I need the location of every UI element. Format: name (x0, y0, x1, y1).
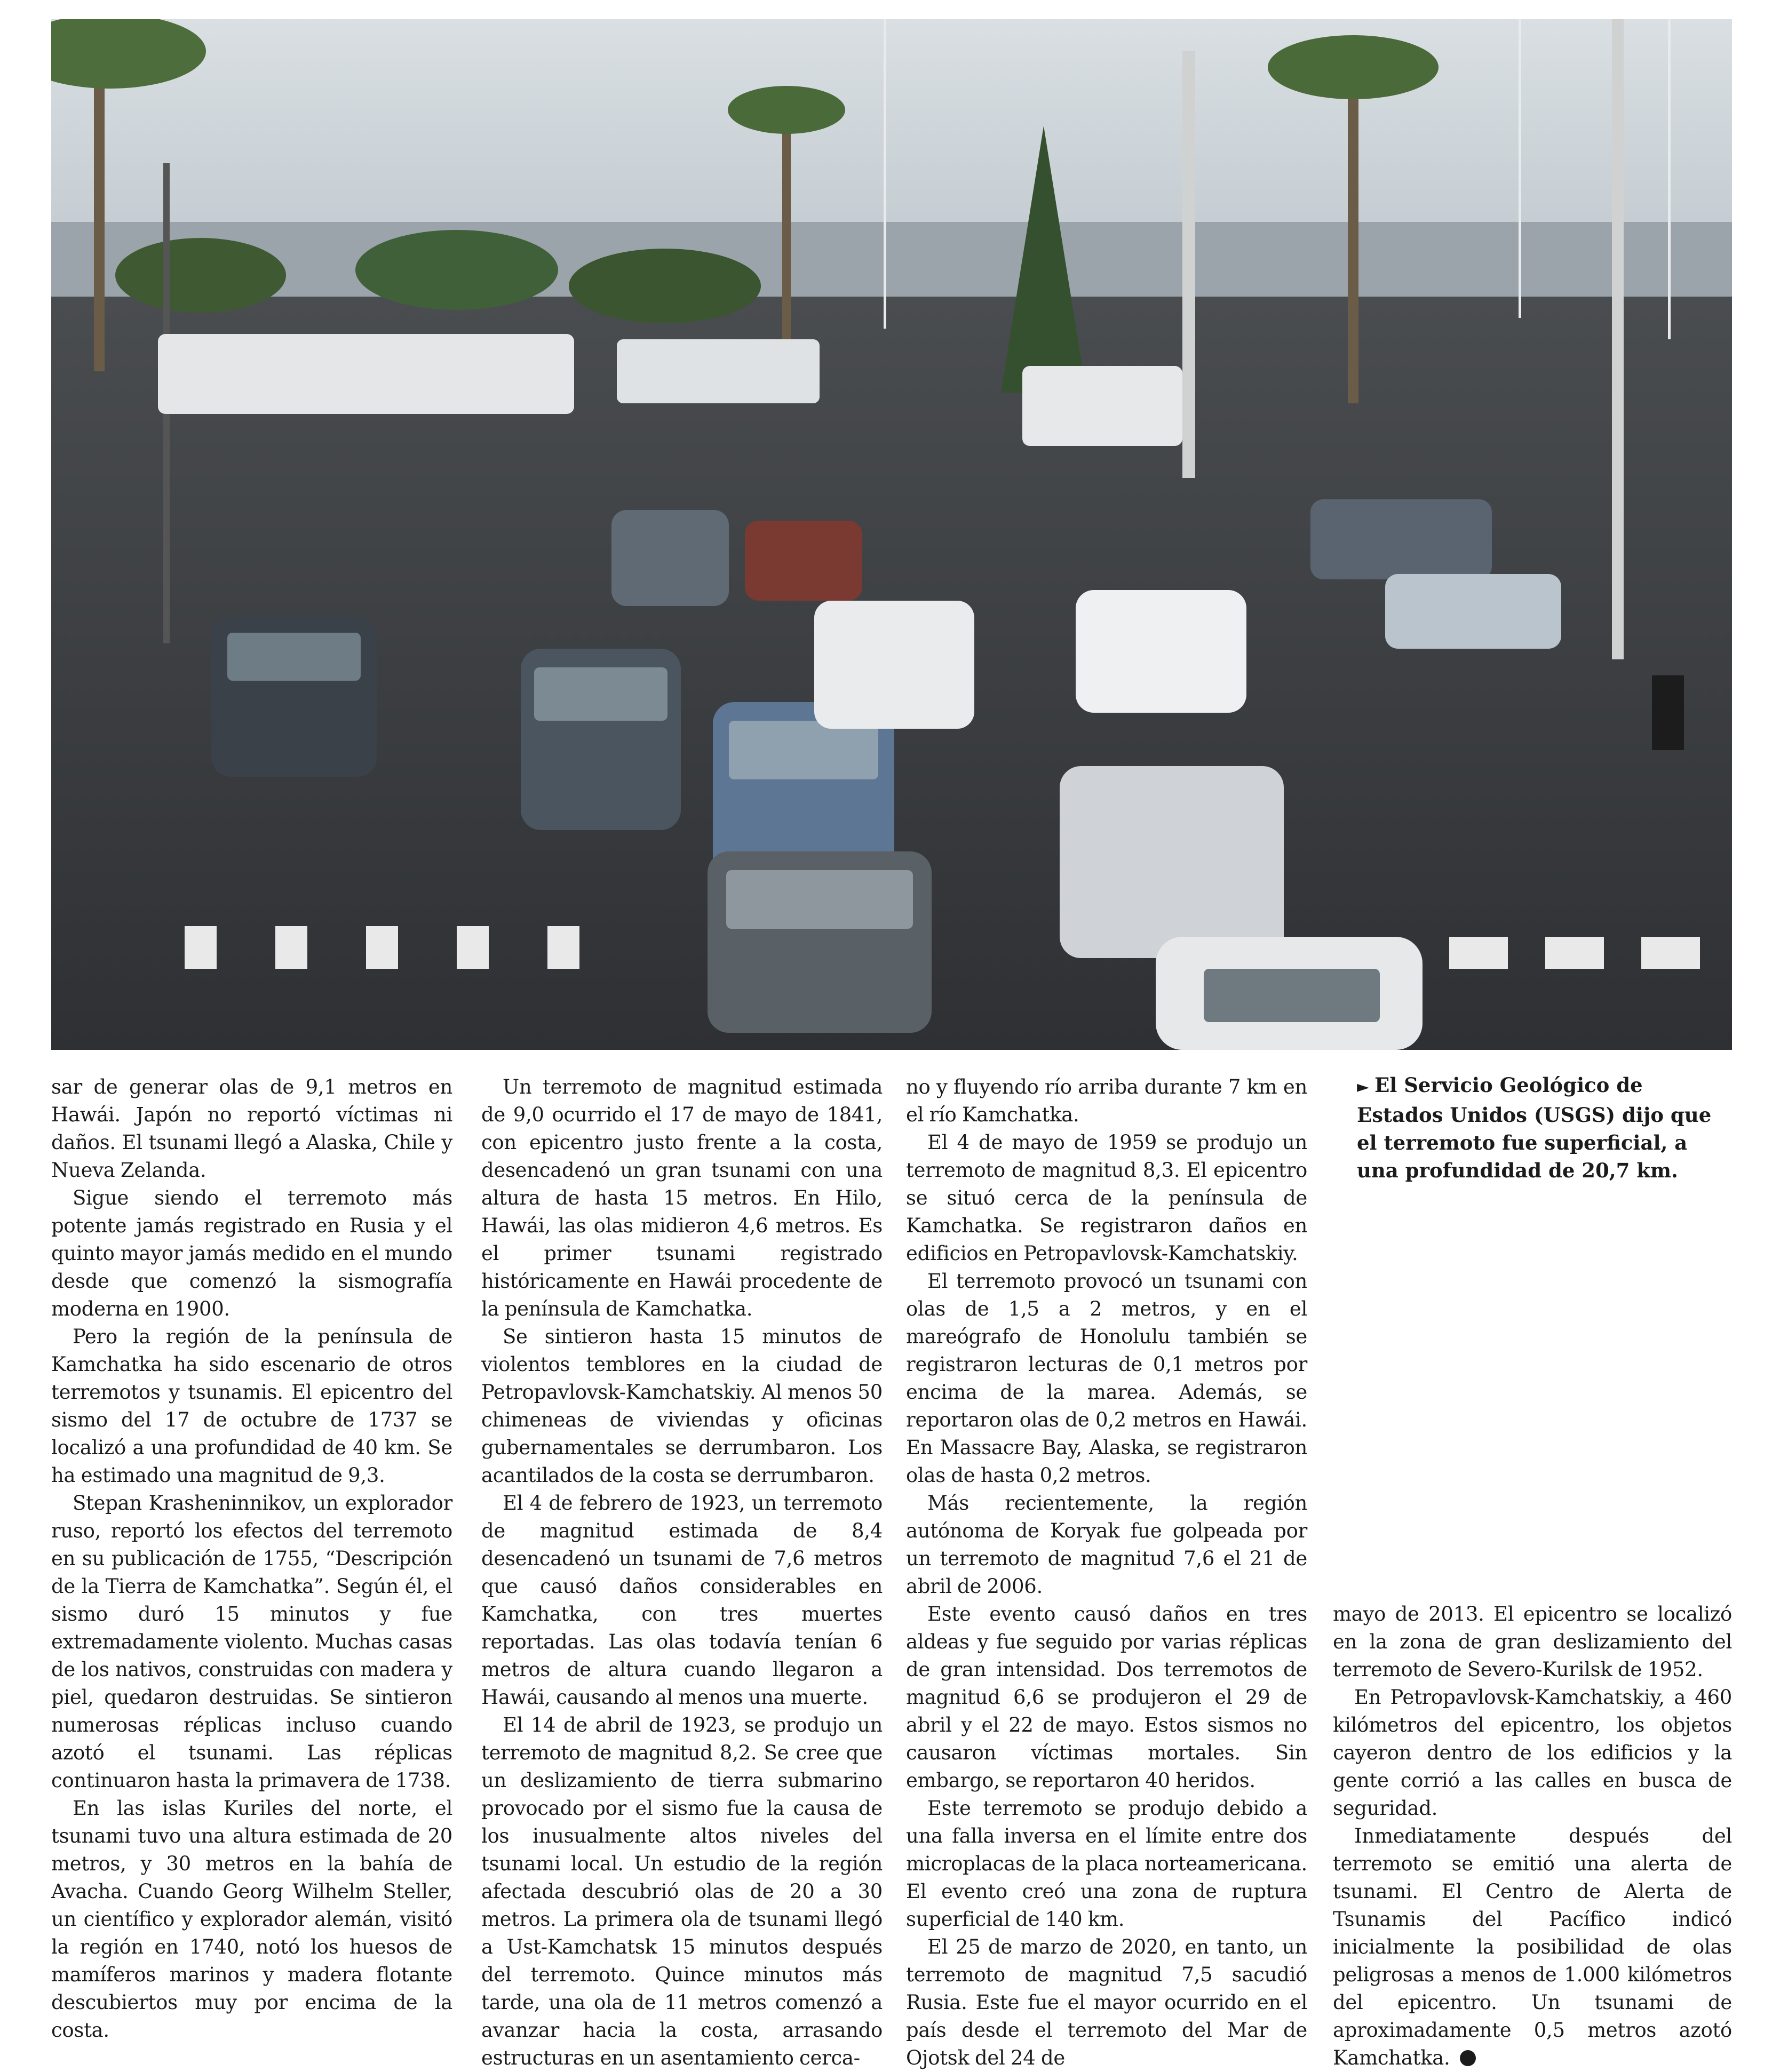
paragraph: El terremoto provocó un tsunami con olas de 1,5 a 2 metros, y en el mareógrafo de Honolulu también se registraron lecturas de 0,1 metros por encima de la marea. Además, se reportaron olas de 0,2 metros en Hawái. En Massacre Bay, Alaska, se registraron olas de hasta 0,2 metros. (906, 1270, 1307, 1487)
paragraph: Stepan Krasheninnikov, un explorador ruso, reportó los efectos del terremoto en su publicación de 1755, “Descripción de la Tierra de Kamchatka”. Según él, el sismo duró 15 minutos y fue extremadamente violento. Muchas casas de los nativos, construidas con madera y piel, quedaron destruidas. Se sintieron numerosas réplicas incluso cuando azotó el tsunami. Las réplicas continuaron hasta la primavera de 1738. (51, 1492, 452, 1792)
caption-arrow-icon: ► (1357, 1078, 1370, 1096)
article-column-4 (1333, 1600, 1732, 2072)
photo-caption (1357, 1071, 1732, 1184)
paragraph: Este terremoto se produjo debido a una falla inversa en el límite entre dos microplacas de la placa norteamericana. El evento creó una zona de ruptura superficial de 140 km. (906, 1797, 1307, 1931)
article-column-2 (481, 1073, 883, 2072)
paragraph: Un terremoto de magnitud estimada de 9,0 ocurrido el 17 de mayo de 1841, con epicentro justo frente a la costa, desencadenó un gran tsunami con una altura de hasta 15 metros. En Hilo, Hawái, las olas midieron 4,6 metros. Es el primer tsunami registrado históricamente en Hawái procedente de la península de Kamchatka. (481, 1075, 883, 1320)
article-column-3 (906, 1073, 1307, 2072)
paragraph: no y fluyendo río arriba durante 7 km en el río Kamchatka. (906, 1075, 1307, 1126)
paragraph-text: Inmediatamente después del terremoto se emitió una alerta de tsunami. El Centro de Alerta de Tsunamis del Pacífico indicó inicialmente la posibilidad de olas peligrosas a menos de 1.000 kilómetros del epicentro. Un tsunami de aproximadamente 0,5 metros azotó Kamchatka. (1333, 1824, 1732, 2069)
paragraph: El 14 de abril de 1923, se produjo un terremoto de magnitud 8,2. Se cree que un deslizamiento de tierra submarino provocado por el sismo fue la causa de los inusualmente altos niveles del tsunami local. Un estudio de la región afectada descubrió olas de 20 a 30 metros. La primera ola de tsunami llegó a Ust-Kamchatsk 15 minutos después del terremoto. Quince minutos más tarde, una ola de 11 metros comenzó a avanzar hacia la costa, arrasando estructuras en un asentamiento cerca- (481, 1714, 883, 2069)
paragraph: mayo de 2013. El epicentro se localizó en la zona de gran deslizamiento del terremoto de Severo-Kurilsk de 1952. (1333, 1603, 1732, 1681)
paragraph: Se sintieron hasta 15 minutos de violentos temblores en la ciudad de Petropavlovsk-Kamchatskiy. Al menos 50 chimeneas de viviendas y oficinas gubernamentales se derrumbaron. Los acantilados de la costa se derrumbaron. (481, 1325, 883, 1487)
paragraph: En Petropavlovsk-Kamchatskiy, a 460 kilómetros del epicentro, los objetos cayeron dentro de los edificios y la gente corrió a las calles en busca de seguridad. (1333, 1686, 1732, 1820)
caption-text: El Servicio Geológico de Estados Unidos (USGS) dijo que el terremoto fue superficial, a una profundidad de 20,7 km. (1357, 1073, 1712, 1182)
paragraph: Este evento causó daños en tres aldeas y fue seguido por varias réplicas de gran intensidad. Dos terremotos de magnitud 6,6 se produjeron el 29 de abril y el 22 de mayo. Estos sismos no causaron víctimas mortales. Sin embargo, se reportaron 40 heridos. (906, 1603, 1307, 1792)
paragraph: Pero la región de la península de Kamchatka ha sido escenario de otros terremotos y tsunamis. El epicentro del sismo del 17 de octubre de 1737 se localizó a una profundidad de 40 km. Se ha estimado una magnitud de 9,3. (51, 1325, 452, 1487)
paragraph: En las islas Kuriles del norte, el tsunami tuvo una altura estimada de 20 metros, y 30 metros en la bahía de Avacha. Cuando Georg Wilhelm Steller, un científico y explorador alemán, visitó la región en 1740, notó los huesos de mamíferos marinos y madera flotante descubiertos muy por encima de la costa. (51, 1797, 452, 2042)
paragraph: El 4 de mayo de 1959 se produjo un terremoto de magnitud 8,3. El epicentro se situó cerca de la península de Kamchatka. Se registraron daños en edificios en Petropavlovsk-Kamchatskiy. (906, 1131, 1307, 1265)
traffic-jam-photo (51, 19, 1732, 1050)
paragraph: sar de generar olas de 9,1 metros en Hawái. Japón no reportó víctimas ni daños. El tsunami llegó a Alaska, Chile y Nueva Zelanda. (51, 1075, 452, 1182)
paragraph (1333, 1822, 1732, 2072)
paragraph: El 4 de febrero de 1923, un terremoto de magnitud estimada de 8,4 desencadenó un tsunami de 7,6 metros que causó daños considerables en Kamchatka, con tres muertes reportadas. Las olas todavía tenían 6 metros de altura cuando llegaron a Hawái, causando al menos una muerte. (481, 1492, 883, 1709)
paragraph: Sigue siendo el terremoto más potente jamás registrado en Rusia y el quinto mayor jamás medido en el mundo desde que comenzó la sismografía moderna en 1900. (51, 1186, 452, 1320)
paragraph: Más recientemente, la región autónoma de Koryak fue golpeada por un terremoto de magnitud 7,6 el 21 de abril de 2006. (906, 1492, 1307, 1598)
end-of-article-icon (1460, 2050, 1476, 2066)
paragraph: El 25 de marzo de 2020, en tanto, un terremoto de magnitud 7,5 sacudió Rusia. Este fue el mayor ocurrido en el país desde el terremoto del Mar de Ojotsk del 24 de (906, 1935, 1307, 2069)
article-column-1 (51, 1073, 452, 2044)
